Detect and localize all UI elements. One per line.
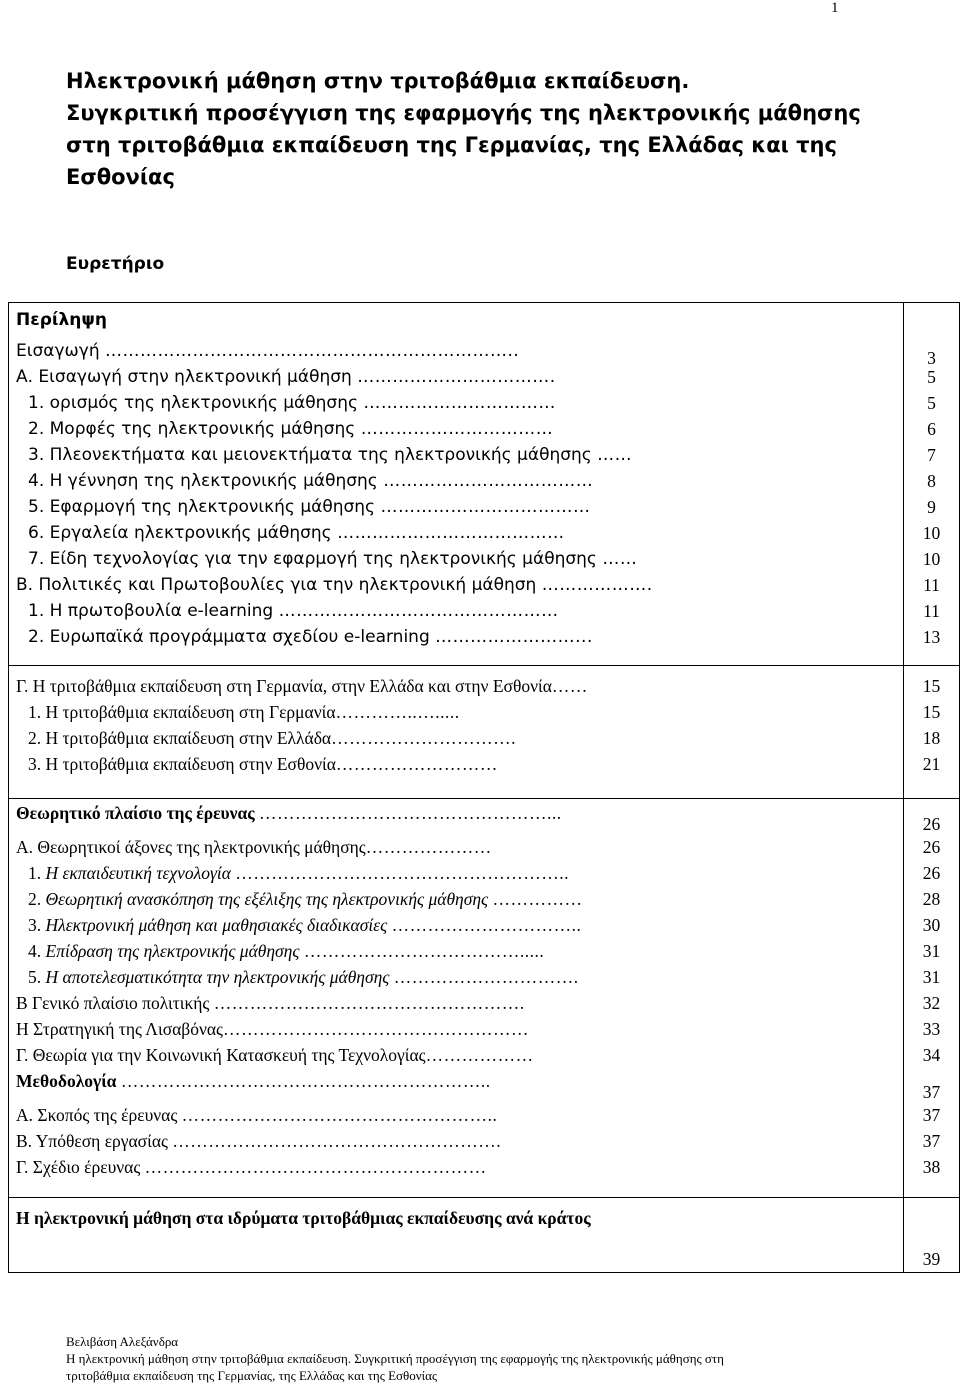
toc-entry: 1. Η πρωτοβουλία e-learning ………………………………………… <box>28 601 559 621</box>
toc-page-number: 37 <box>922 1131 941 1151</box>
toc-page-number: 31 <box>922 967 941 987</box>
toc-heading-theoretical-framework: Θεωρητικό πλαίσιο της έρευνας …………………………………………... <box>16 803 562 823</box>
toc-page-number: 26 <box>922 863 941 883</box>
toc-entry: 7. Είδη τεχνολογίας για την εφαρμογή της ηλεκτρονικής μάθησης …… <box>28 549 638 569</box>
toc-block-1-pages <box>904 303 960 666</box>
footer-line-2: Η ηλεκτρονική μάθηση στην τριτοβάθμια εκπαίδευση. Συγκριτική προσέγγιση της εφαρμογής της ηλεκτρονικής μάθησης στη <box>66 1350 724 1366</box>
toc-entry: Εισαγωγή …………………………………………………………….. <box>16 341 520 361</box>
toc-entry: Α. Σκοπός της έρευνας …………………………………………….. <box>16 1105 498 1125</box>
toc-block-2 <box>9 666 960 799</box>
toc-entry: Η Στρατηγική της Λισαβόνας…………………………………………… <box>16 1019 529 1039</box>
title-line-4: Εσθονίας <box>66 164 175 189</box>
toc-heading-methodology: Μεθοδολογία …………………………………………………….. <box>16 1071 491 1091</box>
toc-block-2-pages <box>904 666 960 799</box>
toc-page-number: 11 <box>923 575 940 595</box>
toc-block-4-pages <box>904 1198 960 1273</box>
table-of-contents <box>8 302 960 1273</box>
toc-entry: Γ. Σχέδιο έρευνας ………………………………………………… <box>16 1157 487 1177</box>
toc-entry: 1. ορισμός της ηλεκτρονικής μάθησης …………………………… <box>28 393 556 413</box>
toc-block-2-text <box>9 666 904 799</box>
document-title <box>66 66 866 194</box>
toc-entry: 5. Εφαρμογή της ηλεκτρονικής μάθησης ……………………………… <box>28 497 591 517</box>
toc-page-number: 5 <box>927 393 936 413</box>
index-heading: Ευρετήριο <box>66 254 165 274</box>
footer-author: Βελιβάση Αλεξάνδρα <box>66 1334 179 1349</box>
toc-entry: 4. Επίδραση της ηλεκτρονικής μάθησης ………………………………..... <box>28 941 545 961</box>
toc-entry: 2. Ευρωπαϊκά προγράμματα σχεδίου e-learning ……………………... <box>28 627 593 647</box>
toc-page-number: 8 <box>927 471 936 491</box>
toc-entry: Α. Θεωρητικοί άξονες της ηλεκτρονικής μάθησης………………… <box>16 837 492 857</box>
toc-page-number: 13 <box>922 627 941 647</box>
toc-entry: Β. Πολιτικές και Πρωτοβουλίες για την ηλεκτρονική μάθηση ………………. <box>16 575 653 595</box>
toc-page-number: 37 <box>922 1082 941 1102</box>
toc-entry: 1. Η τριτοβάθμια εκπαίδευση στη Γερμανία…………..…..... <box>28 702 460 722</box>
toc-block-4 <box>9 1198 960 1273</box>
toc-block-3-text <box>9 799 904 1198</box>
toc-entry: Γ. Η τριτοβάθμια εκπαίδευση στη Γερμανία, στην Ελλάδα και στην Εσθονία…… <box>16 676 588 696</box>
toc-entry: 6. Εργαλεία ηλεκτρονικής μάθησης ………………………………… <box>28 523 565 543</box>
toc-page-number: 15 <box>922 676 941 696</box>
toc-entry: 3. Η τριτοβάθμια εκπαίδευση στην Εσθονία……………………… <box>28 754 498 774</box>
toc-entry: 1. Η εκπαιδευτική τεχνολογία ……………………………………………….. <box>28 863 570 883</box>
toc-page-number: 7 <box>927 445 936 465</box>
toc-page-number: 34 <box>922 1045 941 1065</box>
toc-block-3 <box>9 799 960 1198</box>
title-line-1: Ηλεκτρονική μάθηση στην τριτοβάθμια εκπαίδευση. <box>66 69 690 93</box>
toc-page-number: 28 <box>922 889 941 909</box>
toc-entry: 3. Ηλεκτρονική μάθηση και μαθησιακές διαδικασίες ………………………….. <box>28 915 582 935</box>
toc-entry: Β. Υπόθεση εργασίας ………………………………………………. <box>16 1131 502 1151</box>
toc-page-number: 21 <box>922 754 941 774</box>
toc-block-1-text <box>9 303 904 666</box>
page-number: 1 <box>831 0 839 16</box>
toc-page-number: 3 <box>927 348 936 367</box>
page-footer <box>66 1334 916 1385</box>
toc-page-number: 30 <box>922 915 941 935</box>
toc-entry: 2. Θεωρητική ανασκόπηση της εξέλιξης της ηλεκτρονικής μάθησης …………… <box>28 889 583 909</box>
toc-heading-by-country: Η ηλεκτρονική μάθηση στα ιδρύματα τριτοβάθμιας εκπαίδευσης ανά κράτος <box>16 1208 591 1228</box>
toc-entry: 2. Η τριτοβάθμια εκπαίδευση στην Ελλάδα…………………………. <box>28 728 516 748</box>
toc-entry: 2. Μορφές της ηλεκτρονικής μάθησης …………………………… <box>28 419 554 439</box>
toc-page-number: 26 <box>922 837 941 857</box>
toc-page-number: 10 <box>922 523 941 543</box>
toc-entry: 3. Πλεονεκτήματα και μειονεκτήματα της ηλεκτρονικής μάθησης …… <box>28 445 633 465</box>
toc-block-3-pages <box>904 799 960 1198</box>
footer-line-3: τριτοβάθμια εκπαίδευση της Γερμανίας, της Ελλάδας και της Εσθονίας <box>66 1367 438 1383</box>
toc-entry: Α. Εισαγωγή στην ηλεκτρονική μάθηση ……………………………. <box>16 367 556 387</box>
toc-page-number: 31 <box>922 941 941 961</box>
toc-page-number: 6 <box>927 419 936 439</box>
toc-page-number: 39 <box>922 1249 941 1269</box>
title-line-2: Συγκριτική προσέγγιση της εφαρμογής της ηλεκτρονικής μάθησης <box>66 100 861 125</box>
toc-entry: Β Γενικό πλαίσιο πολιτικής ……………………………………………. <box>16 993 525 1013</box>
toc-page-number: 26 <box>922 814 941 834</box>
toc-entry: Γ. Θεωρία για την Κοινωνική Κατασκευή της Τεχνολογίας……………… <box>16 1045 534 1065</box>
toc-page-number: 11 <box>923 601 940 621</box>
toc-entry: 5. Η αποτελεσματικότητα την ηλεκτρονικής μάθησης …………………………. <box>28 967 579 987</box>
toc-page-number: 37 <box>922 1105 941 1125</box>
toc-page-number: 38 <box>922 1157 941 1177</box>
toc-page-number: 33 <box>922 1019 941 1039</box>
toc-heading-abstract: Περίληψη <box>16 310 107 330</box>
toc-page-number: 15 <box>922 702 941 722</box>
toc-entry: 4. Η γέννηση της ηλεκτρονικής μάθησης ……………………………… <box>28 471 594 491</box>
toc-block-1 <box>9 303 960 666</box>
title-line-3: στη τριτοβάθμια εκπαίδευση της Γερμανίας, της Ελλάδας και της <box>66 132 837 157</box>
toc-page-number: 10 <box>922 549 941 569</box>
toc-page-number: 32 <box>922 993 941 1013</box>
toc-block-4-text <box>9 1198 904 1273</box>
toc-page-number: 9 <box>927 497 936 517</box>
toc-page-number: 18 <box>922 728 941 748</box>
toc-page-number: 5 <box>927 367 936 387</box>
